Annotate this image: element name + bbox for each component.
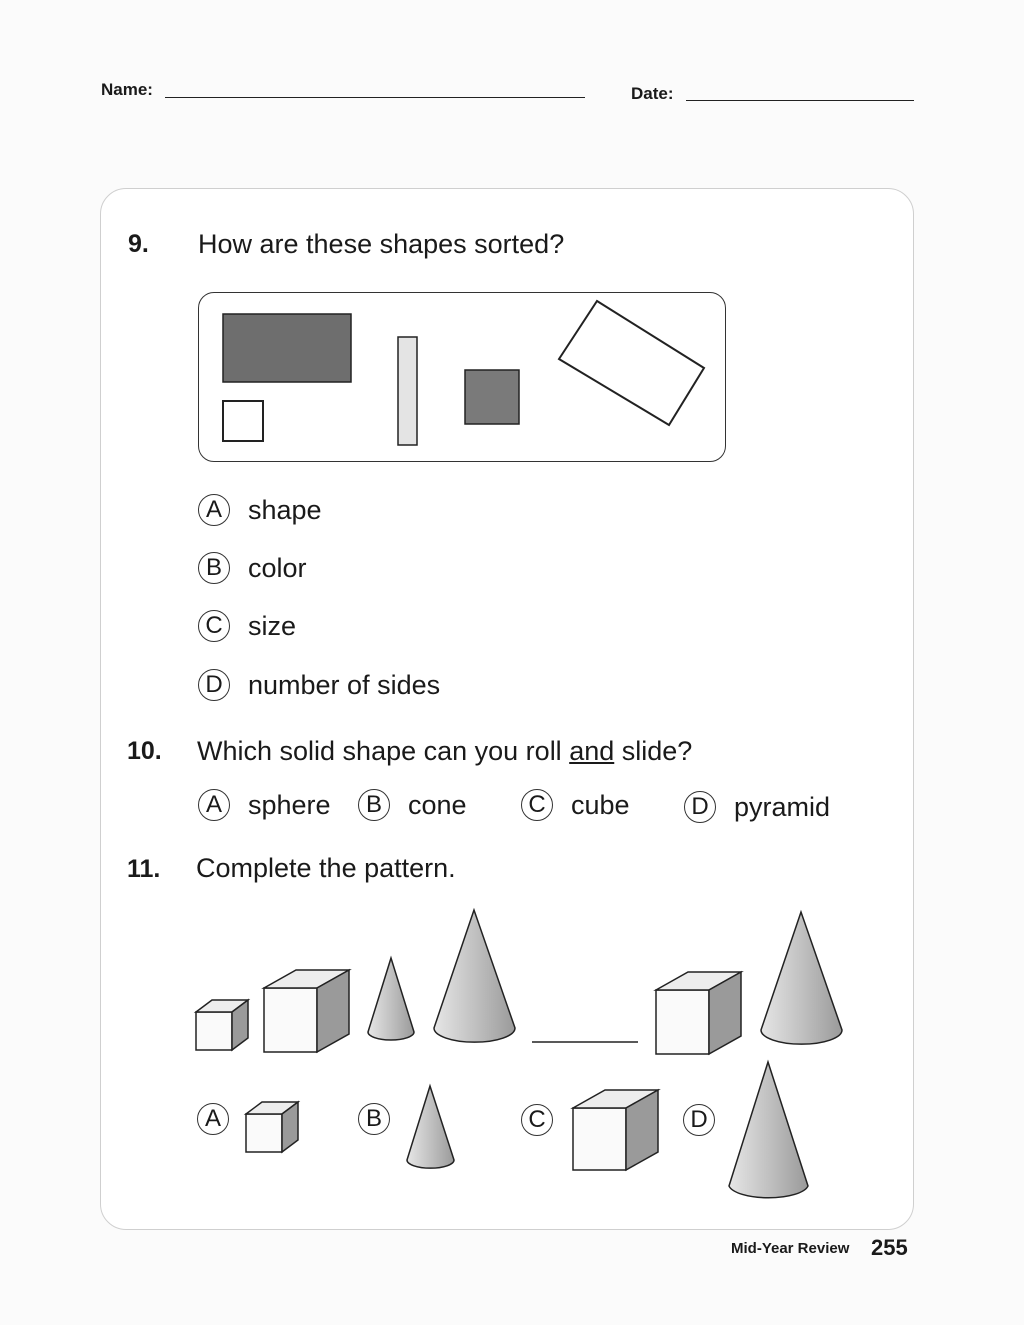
answer-bubble-a[interactable]: A: [198, 494, 230, 526]
large-cube-icon: [573, 1090, 658, 1170]
large-cone-icon: [434, 910, 515, 1042]
answer-bubble-b[interactable]: B: [358, 789, 390, 821]
large-cone-icon: [761, 912, 842, 1044]
q10-number: 10.: [127, 737, 162, 765]
answer-bubble-a[interactable]: A: [198, 789, 230, 821]
q11-option-c[interactable]: [521, 1104, 571, 1136]
answer-bubble-a[interactable]: A: [197, 1103, 229, 1135]
large-cone-icon: [729, 1062, 808, 1198]
q9-option-a-label: shape: [248, 494, 322, 525]
q11-option-d[interactable]: [683, 1104, 733, 1136]
q10-option-d-label: pyramid: [734, 791, 831, 822]
small-cone-icon: [368, 958, 414, 1040]
page-number: 255: [871, 1235, 908, 1260]
answer-bubble-b[interactable]: B: [358, 1103, 390, 1135]
q10-option-c-label: cube: [571, 789, 630, 820]
q11-text: Complete the pattern.: [196, 853, 456, 883]
q10-text-underlined: and: [569, 736, 615, 766]
footer-title: Mid-Year Review: [731, 1240, 850, 1257]
q11-option-a[interactable]: [197, 1103, 247, 1135]
q11-option-b[interactable]: [358, 1103, 408, 1135]
q10-text-start: Which solid shape can you roll: [197, 736, 570, 766]
answer-bubble-b[interactable]: B: [198, 552, 230, 584]
q11-number: 11.: [127, 855, 161, 883]
q10-option-b-label: cone: [408, 789, 467, 820]
q9-text: How are these shapes sorted?: [198, 229, 565, 259]
small-cube-icon: [246, 1102, 298, 1152]
answer-bubble-c[interactable]: C: [521, 1104, 553, 1136]
q9-number: 9.: [128, 230, 149, 258]
answer-bubble-d[interactable]: D: [198, 669, 230, 701]
answer-bubble-c[interactable]: C: [198, 610, 230, 642]
large-cube-icon: [264, 970, 349, 1052]
answer-bubble-d[interactable]: D: [684, 791, 716, 823]
small-cone-icon: [407, 1086, 454, 1168]
q9-option-c-label: size: [248, 610, 297, 641]
large-cube-icon: [656, 972, 741, 1054]
small-cube-icon: [196, 1000, 248, 1050]
answer-bubble-c[interactable]: C: [521, 789, 553, 821]
q10-text-end: slide?: [614, 736, 693, 766]
q9-option-b-label: color: [248, 552, 307, 583]
q9-option-d-label: number of sides: [248, 669, 441, 700]
name-label: Name:: [101, 80, 153, 99]
answer-bubble-d[interactable]: D: [683, 1104, 715, 1136]
q10-option-a-label: sphere: [248, 789, 331, 820]
date-label: Date:: [631, 84, 674, 103]
